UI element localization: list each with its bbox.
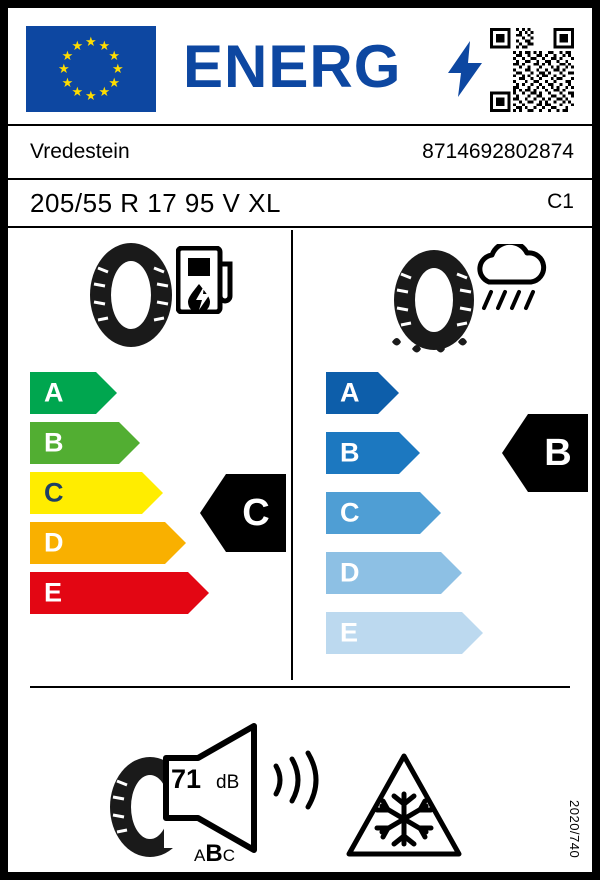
- wet-grade-bar-b: [326, 432, 399, 474]
- manufacturer-name: Vredestein: [30, 140, 130, 163]
- wet-grip-result: [502, 414, 588, 492]
- wet-result-letter: B: [544, 431, 572, 474]
- fuel-result-letter: C: [242, 491, 270, 534]
- eu-star: ★: [98, 84, 111, 100]
- fuel-grade-bar-c: [30, 472, 142, 514]
- fuel-grade-row: [30, 522, 165, 564]
- ean-code: 8714692802874: [422, 140, 574, 163]
- three-peak-mountain-snowflake-icon: [344, 752, 464, 860]
- noise-unit: dB: [216, 772, 240, 793]
- wet-grade-letter: B: [340, 437, 360, 468]
- fuel-grade-row: [30, 372, 96, 414]
- wet-grade-bar-a: [326, 372, 378, 414]
- sound-waves-icon: [270, 746, 328, 814]
- tyre-size: 205/55 R 17 95 V XL: [30, 188, 281, 218]
- divider-header: [8, 124, 592, 126]
- wet-grade-row: [326, 372, 378, 414]
- fuel-grade-bar-a: [30, 372, 96, 414]
- wet-grade-row: [326, 552, 441, 594]
- fuel-grade-bar-d: [30, 522, 165, 564]
- divider-size: [8, 226, 592, 228]
- label-header: [8, 8, 592, 120]
- wet-grade-bar-d: [326, 552, 441, 594]
- wet-grade-bar-e: [326, 612, 462, 654]
- noise-class-label: [194, 840, 235, 868]
- qr-code-icon: [490, 28, 574, 112]
- tyre-wet-icon: [388, 250, 480, 358]
- noise-class-selected: B: [205, 840, 223, 867]
- fuel-grade-letter: A: [44, 377, 64, 408]
- fuel-grade-letter: D: [44, 527, 64, 558]
- noise-class-c: C: [222, 846, 235, 865]
- tyre-icon: [86, 240, 176, 350]
- fuel-grade-letter: C: [44, 477, 64, 508]
- rain-cloud-icon: [471, 244, 549, 320]
- fuel-efficiency-result: [200, 474, 286, 552]
- fuel-grade-letter: B: [44, 427, 64, 458]
- fuel-grade-row: [30, 422, 119, 464]
- fuel-grade-letter: E: [44, 577, 63, 608]
- wet-grade-row: [326, 492, 420, 534]
- lightning-bolt-icon: [448, 41, 482, 97]
- eu-star: ★: [108, 47, 121, 63]
- noise-class-a: A: [194, 846, 206, 865]
- eu-star: ★: [112, 61, 124, 76]
- noise-value: 71: [171, 764, 202, 794]
- eu-star: ★: [98, 37, 111, 53]
- eu-star: ★: [108, 74, 121, 90]
- wet-grade-letter: E: [340, 617, 359, 648]
- eu-star: ★: [58, 61, 70, 76]
- eu-star: ★: [85, 34, 97, 49]
- wet-grade-row: [326, 612, 462, 654]
- eu-star: ★: [71, 37, 84, 53]
- eu-flag-icon: [26, 26, 156, 112]
- page-title: ENERG: [183, 33, 402, 100]
- fuel-grade-bar-b: [30, 422, 119, 464]
- eu-star: ★: [85, 88, 97, 103]
- eu-star: ★: [61, 47, 74, 63]
- regulation-reference: 2020/740: [567, 799, 582, 858]
- wet-grade-row: [326, 432, 399, 474]
- divider-vertical: [291, 230, 293, 680]
- divider-brand: [8, 178, 592, 180]
- eu-star: ★: [61, 74, 74, 90]
- wet-grade-letter: C: [340, 497, 360, 528]
- wet-grade-bar-c: [326, 492, 420, 534]
- tyre-class: C1: [547, 190, 574, 213]
- fuel-grade-row: [30, 572, 188, 614]
- wet-grade-letter: D: [340, 557, 360, 588]
- fuel-grade-row: [30, 472, 142, 514]
- divider-bottom: [30, 686, 570, 688]
- fuel-grade-bar-e: [30, 572, 188, 614]
- eu-star: ★: [71, 84, 84, 100]
- tyre-energy-label: [8, 8, 592, 872]
- wet-grade-letter: A: [340, 377, 360, 408]
- fuel-pump-icon: [176, 246, 238, 314]
